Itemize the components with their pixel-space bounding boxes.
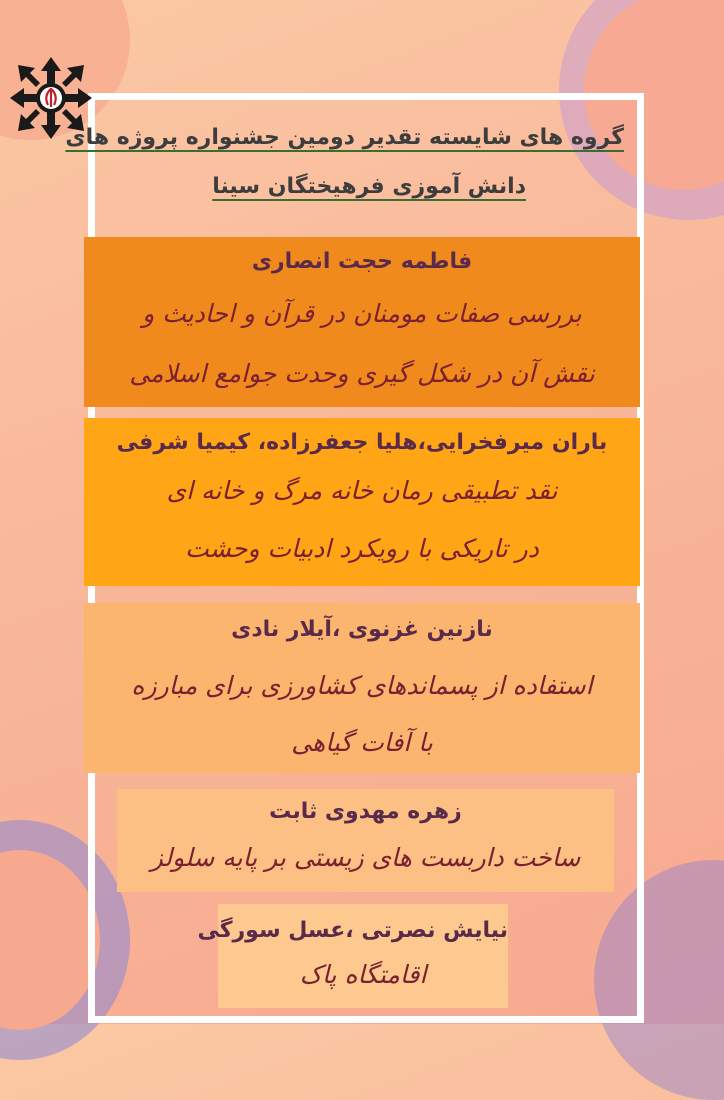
project-card-2 [84, 418, 640, 586]
project-students: فاطمه حجت انصاری [251, 249, 473, 274]
project-title-line1: ساخت داربست های زیستی بر پایه سلولز [150, 843, 581, 872]
project-card-4 [117, 789, 614, 892]
project-title-line1: اقامتگاه پاک [299, 960, 427, 989]
project-title-line2: نقش آن در شکل گیری وحدت جوامع اسلامی [129, 359, 595, 388]
project-title-line2: با آفات گیاهی [291, 728, 433, 757]
project-title-line1: بررسی صفات مومنان در قرآن و احادیث و [142, 299, 582, 328]
page-title-line1: گروه های شایسته تقدیر دومین جشنواره پروژه های [65, 125, 624, 150]
page-title-line2: دانش آموزی فرهیختگان سینا [212, 174, 526, 199]
project-students: باران میرفخرایی،هلیا جعفرزاده، کیمیا شرفی [116, 430, 608, 455]
project-card-3 [84, 603, 640, 773]
project-card-1 [84, 237, 640, 407]
project-title-line2: در تاریکی با رویکرد ادبیات وحشت [185, 534, 539, 563]
project-students: نیایش نصرتی ،عسل سورگی [197, 918, 508, 943]
project-title-line1: استفاده از پسماندهای کشاورزی برای مبارزه [131, 671, 593, 700]
project-students: نازنین غزنوی ،آیلار نادی [231, 617, 493, 642]
project-title-line1: نقد تطبیقی رمان خانه مرگ و خانه ای [166, 476, 558, 505]
project-card-5 [197, 904, 508, 1008]
project-students: زهره مهدوی ثابت [269, 799, 462, 824]
